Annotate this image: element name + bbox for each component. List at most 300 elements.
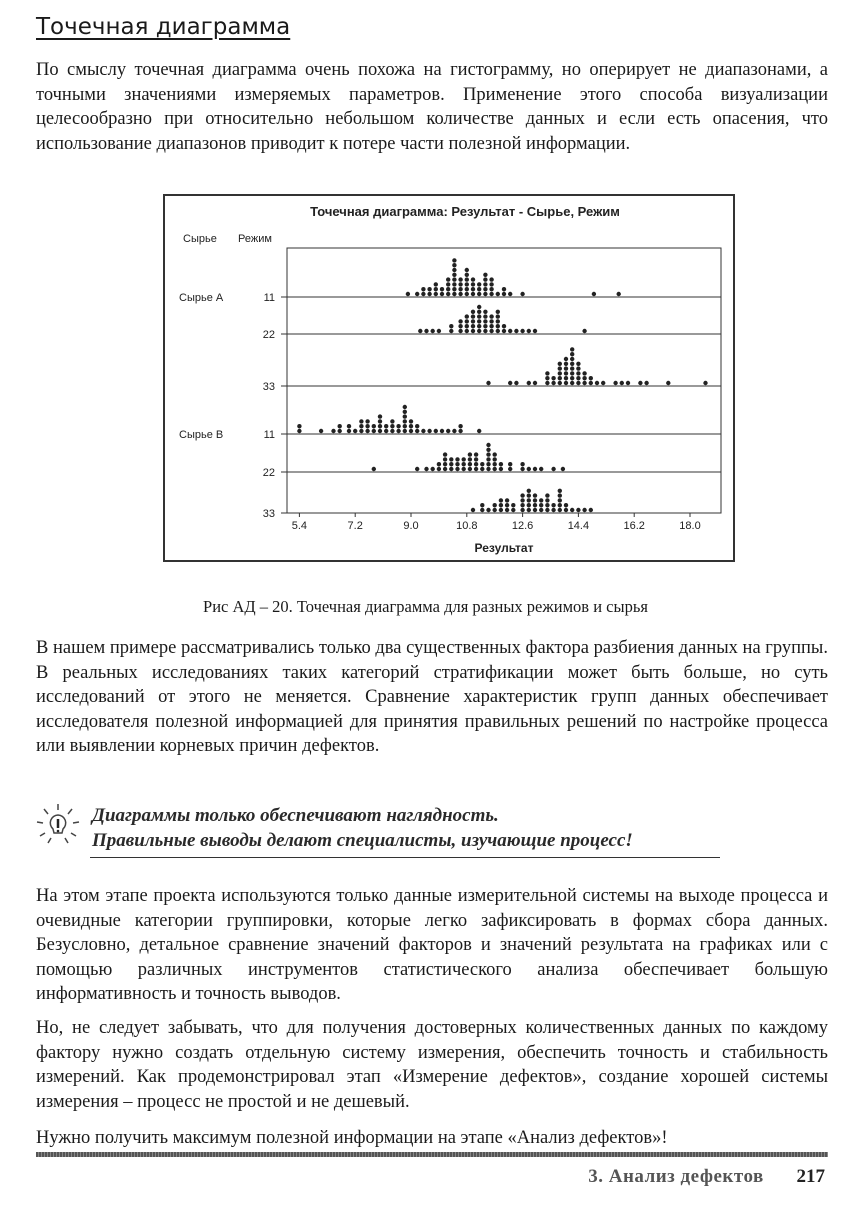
data-point — [353, 429, 357, 433]
data-point — [558, 508, 562, 512]
data-point — [493, 462, 497, 466]
mode-label: 33 — [262, 508, 275, 520]
data-point — [601, 381, 605, 385]
data-point — [576, 508, 580, 512]
data-point — [486, 467, 490, 471]
data-point — [403, 419, 407, 423]
data-point — [576, 371, 580, 375]
data-point — [477, 319, 481, 323]
data-point — [319, 429, 323, 433]
data-point — [527, 498, 531, 502]
data-point — [533, 381, 537, 385]
data-point — [443, 467, 447, 471]
data-point — [564, 366, 568, 370]
data-point — [338, 424, 342, 428]
data-point — [372, 429, 376, 433]
x-tick-label: 7.2 — [347, 520, 363, 532]
data-point — [589, 376, 593, 380]
data-point — [471, 292, 475, 296]
data-point — [458, 277, 462, 281]
data-point — [520, 493, 524, 497]
data-point — [511, 503, 515, 507]
chart-title: Точечная диаграмма: Результат - Сырье, Режим — [310, 204, 620, 219]
data-point — [620, 381, 624, 385]
data-point — [427, 429, 431, 433]
data-point — [564, 371, 568, 375]
data-point — [545, 498, 549, 502]
data-point — [480, 467, 484, 471]
data-point — [533, 508, 537, 512]
data-point — [486, 457, 490, 461]
data-point — [465, 329, 469, 333]
data-point — [508, 462, 512, 466]
data-point — [539, 498, 543, 502]
data-point — [474, 452, 478, 456]
data-point — [452, 287, 456, 291]
data-point — [347, 424, 351, 428]
data-point — [415, 429, 419, 433]
data-point — [452, 268, 456, 272]
data-point — [434, 292, 438, 296]
data-point — [644, 381, 648, 385]
data-point — [471, 310, 475, 314]
data-point — [474, 462, 478, 466]
x-tick-label: 16.2 — [623, 520, 645, 532]
data-point — [403, 405, 407, 409]
data-point — [489, 282, 493, 286]
header-mode: Режим — [238, 233, 272, 245]
data-point — [468, 467, 472, 471]
data-point — [582, 329, 586, 333]
data-point — [446, 282, 450, 286]
data-point — [409, 429, 413, 433]
footer-chapter: 3. Анализ дефектов — [588, 1166, 764, 1187]
material-label: Сырье B — [179, 429, 224, 441]
data-point — [527, 381, 531, 385]
mode-label: 22 — [262, 467, 275, 479]
data-point — [533, 493, 537, 497]
data-point — [499, 467, 503, 471]
data-point — [489, 324, 493, 328]
data-point — [502, 329, 506, 333]
data-point — [558, 376, 562, 380]
data-point — [471, 508, 475, 512]
data-point — [449, 457, 453, 461]
data-point — [465, 273, 469, 277]
data-point — [477, 282, 481, 286]
data-point — [496, 292, 500, 296]
data-point — [431, 329, 435, 333]
data-point — [496, 319, 500, 323]
data-point — [458, 324, 462, 328]
data-point — [564, 362, 568, 366]
data-point — [570, 357, 574, 361]
data-point — [483, 310, 487, 314]
data-point — [582, 508, 586, 512]
data-point — [589, 508, 593, 512]
data-point — [465, 314, 469, 318]
data-point — [390, 419, 394, 423]
data-point — [486, 381, 490, 385]
data-point — [477, 429, 481, 433]
data-point — [434, 287, 438, 291]
data-point — [437, 462, 441, 466]
data-point — [570, 381, 574, 385]
data-point — [558, 493, 562, 497]
data-point — [527, 329, 531, 333]
dot-row — [263, 305, 721, 341]
data-point — [539, 503, 543, 507]
data-point — [638, 381, 642, 385]
data-point — [558, 381, 562, 385]
data-point — [458, 329, 462, 333]
mode-label: 11 — [263, 292, 275, 304]
data-point — [483, 287, 487, 291]
data-point — [558, 503, 562, 507]
data-point — [446, 292, 450, 296]
data-point — [533, 467, 537, 471]
data-point — [508, 329, 512, 333]
data-point — [443, 457, 447, 461]
material-label: Сырье А — [179, 292, 224, 304]
data-point — [471, 287, 475, 291]
data-point — [592, 292, 596, 296]
data-point — [582, 371, 586, 375]
data-point — [486, 462, 490, 466]
data-point — [458, 292, 462, 296]
x-tick-label: 10.8 — [456, 520, 478, 532]
data-point — [449, 462, 453, 466]
data-point — [545, 376, 549, 380]
data-point — [539, 508, 543, 512]
data-point — [551, 381, 555, 385]
data-point — [502, 324, 506, 328]
data-point — [493, 467, 497, 471]
note-underline — [90, 857, 720, 858]
data-point — [384, 424, 388, 428]
data-point — [564, 508, 568, 512]
x-tick-label: 18.0 — [679, 520, 701, 532]
data-point — [452, 292, 456, 296]
data-point — [452, 273, 456, 277]
data-point — [452, 429, 456, 433]
data-point — [561, 467, 565, 471]
data-point — [403, 424, 407, 428]
data-point — [582, 381, 586, 385]
data-point — [486, 452, 490, 456]
data-point — [465, 268, 469, 272]
data-point — [372, 467, 376, 471]
note-line-2: Правильные выводы делают специалисты, изучающие процесс! — [92, 830, 633, 851]
data-point — [576, 376, 580, 380]
data-point — [440, 287, 444, 291]
data-point — [496, 310, 500, 314]
data-point — [449, 324, 453, 328]
data-point — [626, 381, 630, 385]
data-point — [406, 292, 410, 296]
data-point — [551, 376, 555, 380]
data-point — [703, 381, 707, 385]
data-point — [570, 508, 574, 512]
data-point — [415, 292, 419, 296]
data-point — [483, 329, 487, 333]
page-footer — [588, 1166, 825, 1188]
data-point — [499, 498, 503, 502]
page-number: 217 — [796, 1166, 825, 1187]
data-point — [378, 424, 382, 428]
data-point — [558, 371, 562, 375]
data-point — [539, 467, 543, 471]
data-point — [486, 508, 490, 512]
data-point — [458, 282, 462, 286]
data-point — [493, 457, 497, 461]
data-point — [533, 329, 537, 333]
data-point — [564, 381, 568, 385]
data-point — [505, 498, 509, 502]
data-point — [365, 419, 369, 423]
data-point — [527, 508, 531, 512]
data-point — [570, 376, 574, 380]
data-point — [505, 508, 509, 512]
data-point — [570, 362, 574, 366]
data-point — [440, 292, 444, 296]
data-point — [483, 292, 487, 296]
data-point — [595, 381, 599, 385]
data-point — [489, 319, 493, 323]
data-point — [458, 287, 462, 291]
data-point — [502, 292, 506, 296]
data-point — [576, 366, 580, 370]
data-point — [455, 467, 459, 471]
data-point — [443, 462, 447, 466]
data-point — [499, 462, 503, 466]
data-point — [502, 287, 506, 291]
data-point — [477, 324, 481, 328]
data-point — [434, 282, 438, 286]
data-point — [496, 324, 500, 328]
data-point — [570, 352, 574, 356]
data-point — [462, 467, 466, 471]
data-point — [359, 429, 363, 433]
data-point — [409, 419, 413, 423]
data-point — [378, 429, 382, 433]
data-point — [493, 508, 497, 512]
data-point — [431, 467, 435, 471]
data-point — [455, 462, 459, 466]
data-point — [477, 329, 481, 333]
data-point — [564, 376, 568, 380]
data-point — [458, 424, 462, 428]
paragraph-caution: Но, не следует забывать, что для получения достоверных количественных данных по каждому фактору нужно создать отдельную систему измерения, обеспечить точность и стабильность измерений. Как продемонстрировал этап «Измерение дефектов», создание хорошей системы измерения – процесс не простой и не дешевый. — [36, 1018, 828, 1112]
data-point — [483, 277, 487, 281]
data-point — [480, 503, 484, 507]
data-point — [465, 324, 469, 328]
data-point — [468, 462, 472, 466]
data-point — [493, 452, 497, 456]
data-point — [486, 443, 490, 447]
data-point — [617, 292, 621, 296]
data-point — [499, 503, 503, 507]
dot-row — [263, 443, 721, 479]
data-point — [378, 414, 382, 418]
data-point — [483, 319, 487, 323]
data-point — [427, 292, 431, 296]
data-point — [390, 429, 394, 433]
data-point — [465, 319, 469, 323]
data-point — [483, 273, 487, 277]
data-point — [424, 329, 428, 333]
data-point — [415, 424, 419, 428]
mode-label: 33 — [262, 381, 275, 393]
x-tick-label: 12.6 — [511, 520, 534, 532]
data-point — [471, 314, 475, 318]
data-point — [465, 282, 469, 286]
data-point — [520, 292, 524, 296]
data-point — [520, 508, 524, 512]
data-point — [465, 287, 469, 291]
data-point — [458, 429, 462, 433]
figure-caption: Рис АД – 20. Точечная диаграмма для разных режимов и сырья — [203, 597, 648, 616]
dot-row — [263, 347, 721, 393]
data-point — [437, 467, 441, 471]
data-point — [520, 498, 524, 502]
data-point — [486, 448, 490, 452]
data-point — [496, 329, 500, 333]
data-point — [576, 362, 580, 366]
dot-row — [179, 258, 721, 304]
data-point — [489, 314, 493, 318]
data-point — [489, 287, 493, 291]
data-point — [331, 429, 335, 433]
x-tick-label: 14.4 — [567, 520, 590, 532]
data-point — [471, 329, 475, 333]
x-axis-label: Результат — [474, 541, 534, 555]
dot-row — [263, 489, 721, 520]
data-point — [520, 329, 524, 333]
data-point — [489, 277, 493, 281]
data-point — [452, 282, 456, 286]
data-point — [418, 329, 422, 333]
data-point — [545, 381, 549, 385]
data-point — [477, 310, 481, 314]
data-point — [527, 467, 531, 471]
data-point — [338, 429, 342, 433]
data-point — [462, 462, 466, 466]
data-point — [465, 292, 469, 296]
data-point — [396, 424, 400, 428]
data-point — [372, 424, 376, 428]
data-point — [446, 429, 450, 433]
data-point — [359, 424, 363, 428]
data-point — [468, 457, 472, 461]
dotplot-chart — [165, 196, 733, 560]
data-point — [493, 503, 497, 507]
data-point — [508, 381, 512, 385]
note-line-1: Диаграммы только обеспечивают наглядность. — [92, 805, 499, 826]
data-point — [297, 424, 301, 428]
data-point — [421, 287, 425, 291]
data-point — [384, 429, 388, 433]
data-point — [527, 493, 531, 497]
data-point — [570, 347, 574, 351]
data-point — [452, 263, 456, 267]
data-point — [403, 429, 407, 433]
data-point — [480, 508, 484, 512]
data-point — [359, 419, 363, 423]
data-point — [477, 314, 481, 318]
data-point — [474, 457, 478, 461]
data-point — [564, 503, 568, 507]
data-point — [471, 319, 475, 323]
data-point — [297, 429, 301, 433]
data-point — [452, 277, 456, 281]
data-point — [378, 419, 382, 423]
data-point — [514, 381, 518, 385]
data-point — [527, 489, 531, 493]
data-point — [551, 467, 555, 471]
data-point — [483, 282, 487, 286]
data-point — [449, 467, 453, 471]
data-point — [520, 467, 524, 471]
data-point — [477, 305, 481, 309]
data-point — [443, 452, 447, 456]
data-point — [468, 452, 472, 456]
data-point — [365, 424, 369, 428]
data-point — [589, 381, 593, 385]
data-point — [480, 462, 484, 466]
paragraph-intro: По смыслу точечная диаграмма очень похожа на гистограмму, но оперирует не диапазонами, а точными значениями измеряемых параметров. Применение этого способа визуализации целесообразно при относительно небольшом количестве данных и если есть опасения, что использование диапазонов приводит к потере части полезной информации. — [36, 60, 828, 154]
data-point — [477, 287, 481, 291]
data-point — [471, 277, 475, 281]
data-point — [449, 329, 453, 333]
footer-rule — [36, 1152, 828, 1157]
data-point — [558, 489, 562, 493]
data-point — [520, 503, 524, 507]
data-point — [545, 371, 549, 375]
data-point — [489, 292, 493, 296]
x-tick-label: 9.0 — [403, 520, 419, 532]
data-point — [446, 277, 450, 281]
header-material: Сырье — [183, 233, 217, 245]
data-point — [440, 429, 444, 433]
mode-label: 11 — [263, 429, 275, 441]
data-point — [471, 282, 475, 286]
dot-row — [179, 405, 721, 441]
data-point — [533, 503, 537, 507]
data-point — [545, 493, 549, 497]
data-point — [424, 467, 428, 471]
paragraph-stratification: В нашем примере рассматривались только два существенных фактора разбиения данных на группы. В реальных исследованиях таких категорий стратификации может быть больше, но суть исследований от этого не меняется. Сравнение характеристик групп данных обеспечивает исследователя полезной информацией для принятия правильных решений по настройке процесса или выявлении корневых причин дефектов. — [36, 638, 828, 756]
data-point — [514, 329, 518, 333]
section-title: Точечная диаграмма — [36, 14, 291, 40]
data-point — [437, 329, 441, 333]
data-point — [415, 467, 419, 471]
data-point — [576, 381, 580, 385]
note-callout — [92, 803, 633, 853]
data-point — [421, 429, 425, 433]
data-point — [558, 498, 562, 502]
data-point — [558, 366, 562, 370]
lightbulb-icon — [34, 802, 82, 850]
data-point — [446, 287, 450, 291]
data-point — [570, 371, 574, 375]
data-point — [403, 410, 407, 414]
data-point — [458, 319, 462, 323]
data-point — [564, 357, 568, 361]
data-point — [496, 314, 500, 318]
data-point — [613, 381, 617, 385]
data-point — [365, 429, 369, 433]
